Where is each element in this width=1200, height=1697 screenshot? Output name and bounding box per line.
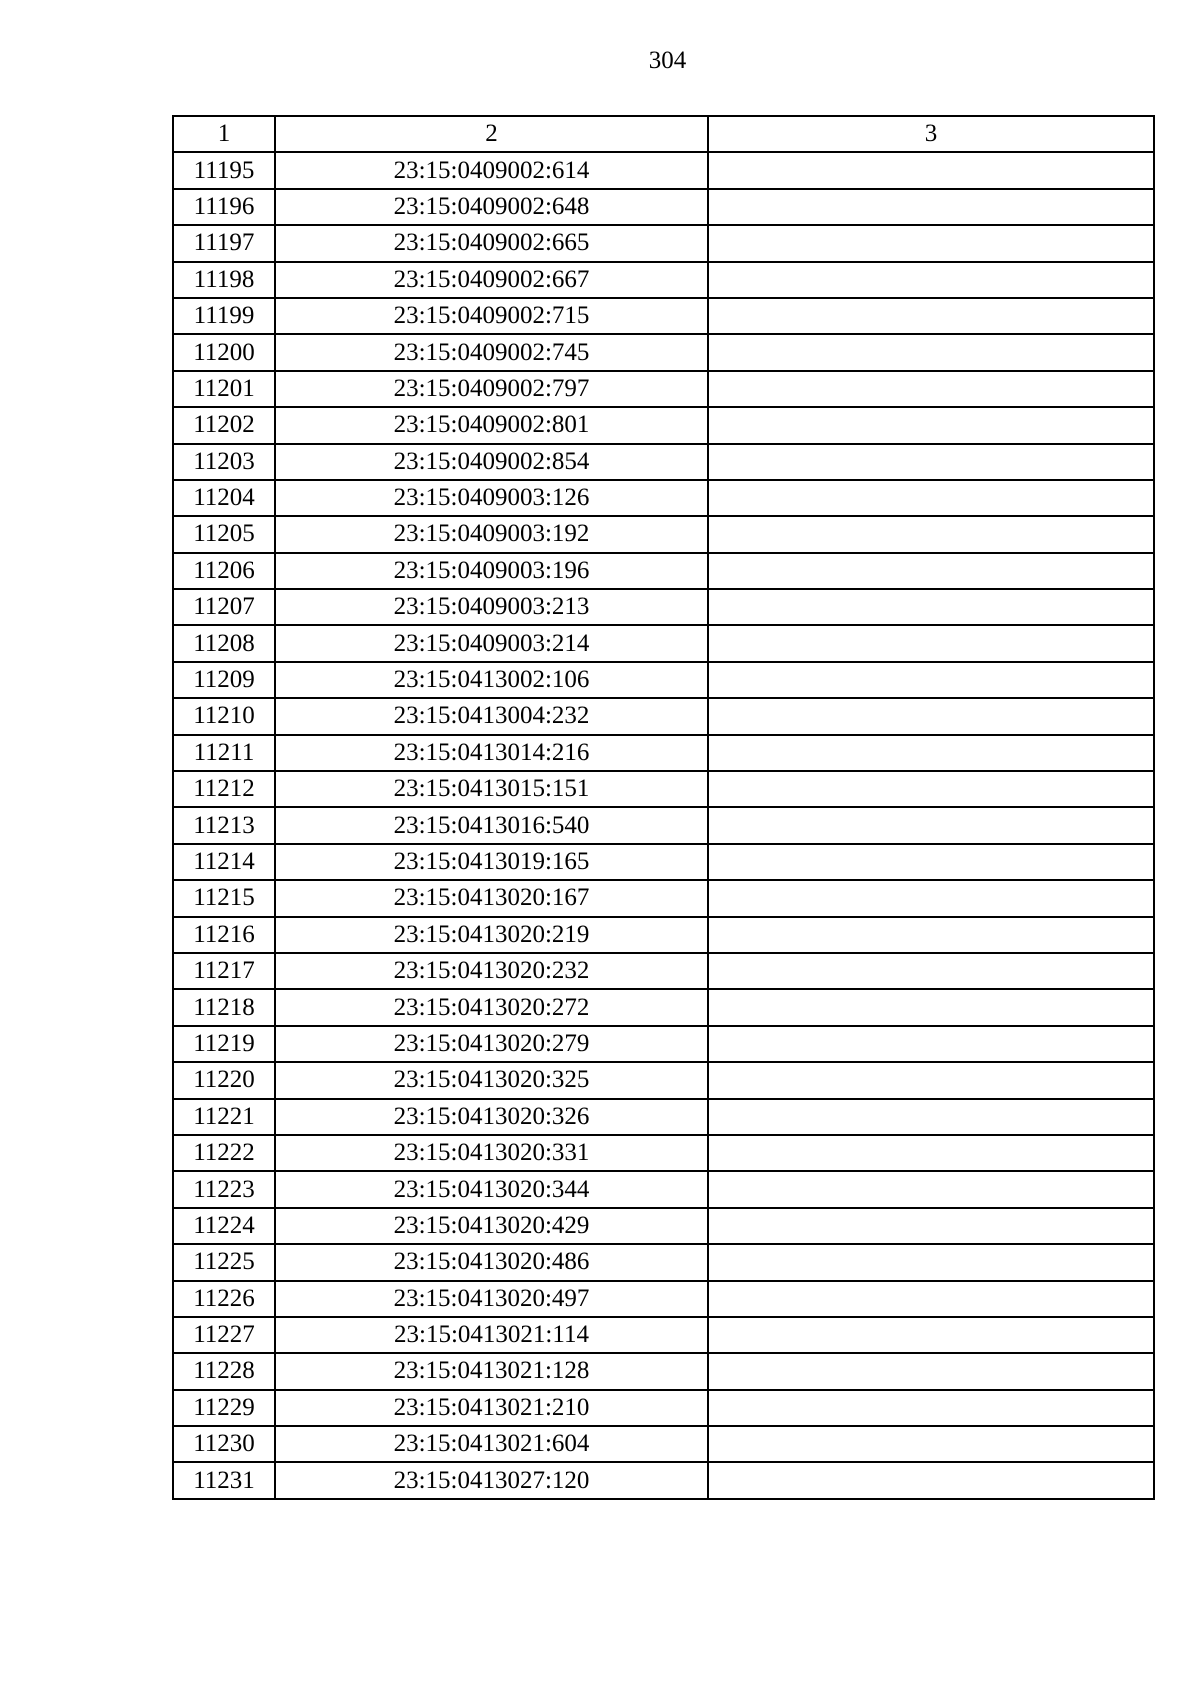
cadastral-number-cell: 23:15:0409003:214 (275, 625, 708, 661)
row-number-cell: 11204 (173, 480, 275, 516)
row-number-cell: 11206 (173, 553, 275, 589)
note-cell (708, 771, 1154, 807)
row-number-cell: 11229 (173, 1390, 275, 1426)
cadastral-number-cell: 23:15:0413014:216 (275, 735, 708, 771)
table-row (173, 662, 1154, 698)
row-number-cell: 11211 (173, 735, 275, 771)
cadastral-number-cell: 23:15:0413020:486 (275, 1244, 708, 1280)
table-row (173, 771, 1154, 807)
cadastral-number-cell: 23:15:0413027:120 (275, 1462, 708, 1498)
row-number-cell: 11225 (173, 1244, 275, 1280)
note-cell (708, 1026, 1154, 1062)
column-header-1: 1 (173, 116, 275, 152)
table-row (173, 625, 1154, 661)
row-number-cell: 11223 (173, 1171, 275, 1207)
page-number: 304 (648, 47, 687, 74)
table-row (173, 480, 1154, 516)
cadastral-number-cell: 23:15:0409002:797 (275, 371, 708, 407)
table-row (173, 698, 1154, 734)
cadastral-number-cell: 23:15:0413021:210 (275, 1390, 708, 1426)
cadastral-number-cell: 23:15:0413021:128 (275, 1353, 708, 1389)
table-row (173, 953, 1154, 989)
note-cell (708, 152, 1154, 188)
row-number-cell: 11207 (173, 589, 275, 625)
row-number-cell: 11227 (173, 1317, 275, 1353)
note-cell (708, 516, 1154, 552)
note-cell (708, 334, 1154, 370)
table-row (173, 444, 1154, 480)
note-cell (708, 989, 1154, 1025)
row-number-cell: 11226 (173, 1281, 275, 1317)
note-cell (708, 917, 1154, 953)
row-number-cell: 11205 (173, 516, 275, 552)
cadastral-number-cell: 23:15:0413020:279 (275, 1026, 708, 1062)
note-cell (708, 262, 1154, 298)
cadastral-number-cell: 23:15:0409003:126 (275, 480, 708, 516)
row-number-cell: 11228 (173, 1353, 275, 1389)
row-number-cell: 11231 (173, 1462, 275, 1498)
cadastral-number-cell: 23:15:0413020:429 (275, 1208, 708, 1244)
row-number-cell: 11199 (173, 298, 275, 334)
table-row (173, 371, 1154, 407)
table-row (173, 189, 1154, 225)
cadastral-number-cell: 23:15:0409002:665 (275, 225, 708, 261)
row-number-cell: 11220 (173, 1062, 275, 1098)
note-cell (708, 1244, 1154, 1280)
cadastral-number-cell: 23:15:0409002:614 (275, 152, 708, 188)
row-number-cell: 11214 (173, 844, 275, 880)
cadastral-number-cell: 23:15:0413020:325 (275, 1062, 708, 1098)
row-number-cell: 11196 (173, 189, 275, 225)
column-header-3: 3 (708, 116, 1154, 152)
table-row (173, 1171, 1154, 1207)
row-number-cell: 11202 (173, 407, 275, 443)
cadastral-number-cell: 23:15:0413020:326 (275, 1099, 708, 1135)
row-number-cell: 11216 (173, 917, 275, 953)
table-row (173, 1462, 1154, 1498)
table-row (173, 1390, 1154, 1426)
cadastral-number-cell: 23:15:0413020:167 (275, 880, 708, 916)
cadastral-number-cell: 23:15:0413020:272 (275, 989, 708, 1025)
cadastral-number-cell: 23:15:0413020:219 (275, 917, 708, 953)
note-cell (708, 1390, 1154, 1426)
table-row (173, 516, 1154, 552)
table-row (173, 1244, 1154, 1280)
table-row (173, 407, 1154, 443)
table-row (173, 152, 1154, 188)
table-row (173, 334, 1154, 370)
note-cell (708, 444, 1154, 480)
cadastral-number-cell: 23:15:0413016:540 (275, 807, 708, 843)
table-row (173, 844, 1154, 880)
note-cell (708, 371, 1154, 407)
cadastral-number-cell: 23:15:0409002:648 (275, 189, 708, 225)
note-cell (708, 480, 1154, 516)
note-cell (708, 735, 1154, 771)
row-number-cell: 11203 (173, 444, 275, 480)
row-number-cell: 11224 (173, 1208, 275, 1244)
cadastral-number-cell: 23:15:0409002:667 (275, 262, 708, 298)
table-row (173, 735, 1154, 771)
row-number-cell: 11210 (173, 698, 275, 734)
table-row (173, 225, 1154, 261)
note-cell (708, 407, 1154, 443)
note-cell (708, 807, 1154, 843)
note-cell (708, 1135, 1154, 1171)
table-row (173, 589, 1154, 625)
cadastral-number-cell: 23:15:0409003:196 (275, 553, 708, 589)
row-number-cell: 11209 (173, 662, 275, 698)
note-cell (708, 1208, 1154, 1244)
cadastral-number-cell: 23:15:0409003:213 (275, 589, 708, 625)
row-number-cell: 11195 (173, 152, 275, 188)
table-row (173, 262, 1154, 298)
cadastral-number-cell: 23:15:0413015:151 (275, 771, 708, 807)
table-row (173, 553, 1154, 589)
row-number-cell: 11213 (173, 807, 275, 843)
cadastral-number-cell: 23:15:0409002:801 (275, 407, 708, 443)
note-cell (708, 1281, 1154, 1317)
table-row (173, 1281, 1154, 1317)
registry-table (172, 115, 1155, 1500)
note-cell (708, 880, 1154, 916)
cadastral-number-cell: 23:15:0413020:232 (275, 953, 708, 989)
table-row (173, 1353, 1154, 1389)
table-row (173, 1426, 1154, 1462)
header-row (173, 116, 1154, 152)
note-cell (708, 662, 1154, 698)
row-number-cell: 11201 (173, 371, 275, 407)
row-number-cell: 11217 (173, 953, 275, 989)
table-row (173, 1062, 1154, 1098)
table-row (173, 1135, 1154, 1171)
table-row (173, 1099, 1154, 1135)
note-cell (708, 1171, 1154, 1207)
cadastral-number-cell: 23:15:0413021:114 (275, 1317, 708, 1353)
row-number-cell: 11197 (173, 225, 275, 261)
row-number-cell: 11222 (173, 1135, 275, 1171)
table-row (173, 1317, 1154, 1353)
note-cell (708, 953, 1154, 989)
note-cell (708, 189, 1154, 225)
note-cell (708, 553, 1154, 589)
row-number-cell: 11212 (173, 771, 275, 807)
row-number-cell: 11208 (173, 625, 275, 661)
table-row (173, 880, 1154, 916)
note-cell (708, 625, 1154, 661)
row-number-cell: 11221 (173, 1099, 275, 1135)
row-number-cell: 11198 (173, 262, 275, 298)
cadastral-number-cell: 23:15:0413004:232 (275, 698, 708, 734)
column-header-2: 2 (275, 116, 708, 152)
note-cell (708, 1317, 1154, 1353)
note-cell (708, 589, 1154, 625)
table-row (173, 917, 1154, 953)
cadastral-number-cell: 23:15:0413019:165 (275, 844, 708, 880)
note-cell (708, 225, 1154, 261)
note-cell (708, 698, 1154, 734)
note-cell (708, 844, 1154, 880)
row-number-cell: 11219 (173, 1026, 275, 1062)
table-row (173, 989, 1154, 1025)
cadastral-number-cell: 23:15:0413021:604 (275, 1426, 708, 1462)
note-cell (708, 1062, 1154, 1098)
note-cell (708, 1426, 1154, 1462)
note-cell (708, 1462, 1154, 1498)
table-row (173, 1208, 1154, 1244)
table-row (173, 1026, 1154, 1062)
row-number-cell: 11218 (173, 989, 275, 1025)
cadastral-number-cell: 23:15:0413002:106 (275, 662, 708, 698)
note-cell (708, 1353, 1154, 1389)
table-row (173, 298, 1154, 334)
cadastral-number-cell: 23:15:0409002:715 (275, 298, 708, 334)
cadastral-number-cell: 23:15:0409002:854 (275, 444, 708, 480)
row-number-cell: 11230 (173, 1426, 275, 1462)
cadastral-number-cell: 23:15:0413020:344 (275, 1171, 708, 1207)
table-row (173, 807, 1154, 843)
note-cell (708, 298, 1154, 334)
cadastral-number-cell: 23:15:0409002:745 (275, 334, 708, 370)
row-number-cell: 11200 (173, 334, 275, 370)
row-number-cell: 11215 (173, 880, 275, 916)
cadastral-number-cell: 23:15:0413020:331 (275, 1135, 708, 1171)
note-cell (708, 1099, 1154, 1135)
cadastral-number-cell: 23:15:0413020:497 (275, 1281, 708, 1317)
cadastral-number-cell: 23:15:0409003:192 (275, 516, 708, 552)
